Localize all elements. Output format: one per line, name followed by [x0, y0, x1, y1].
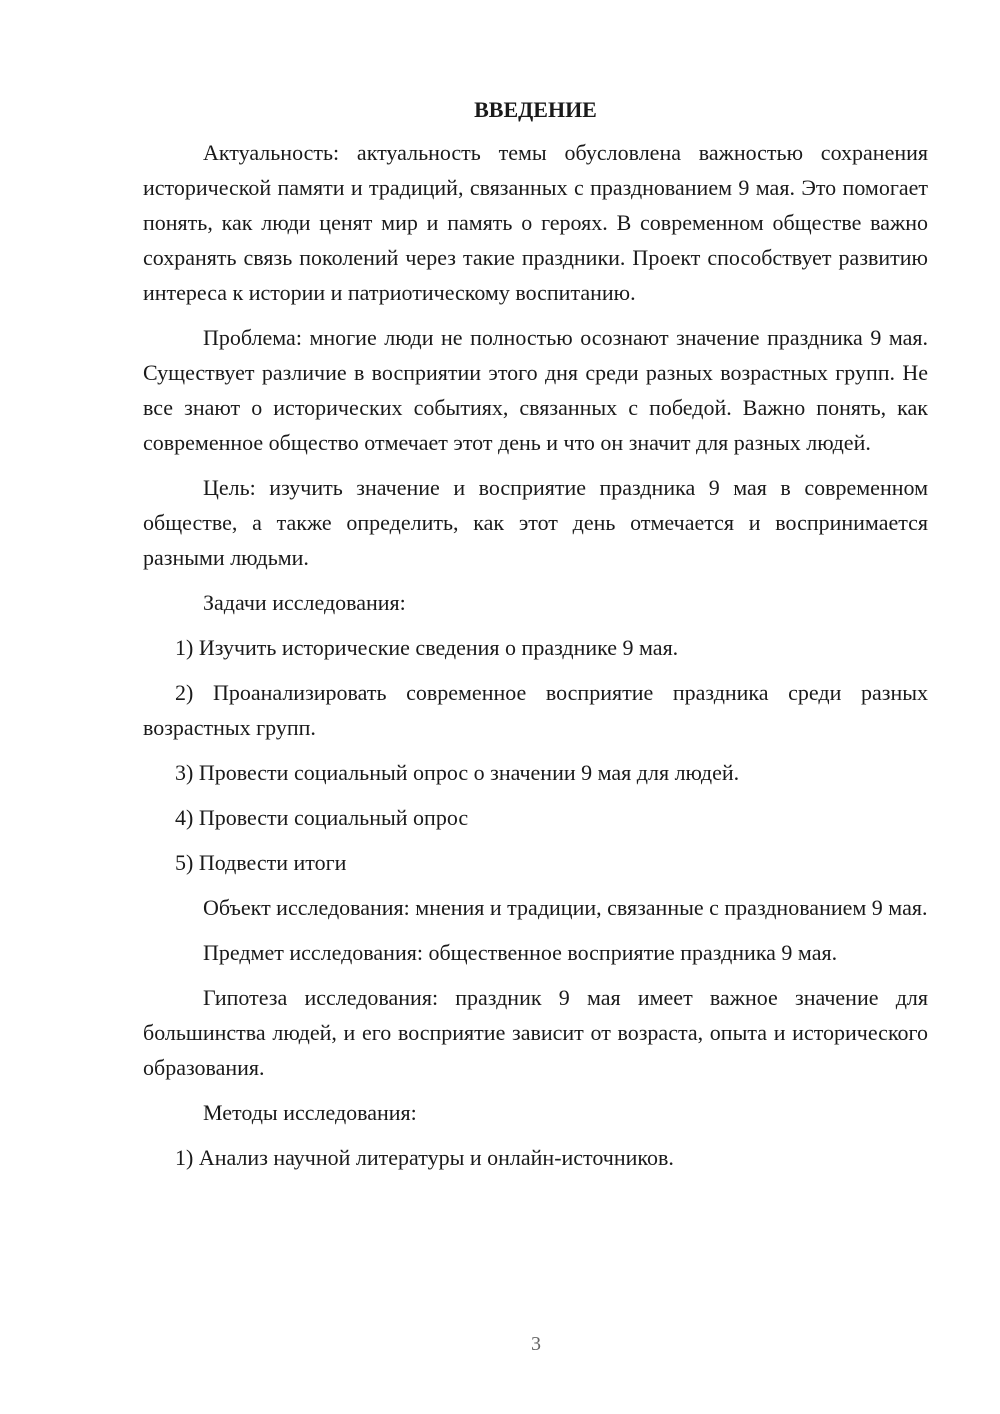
page-number: 3: [531, 1333, 541, 1355]
paragraph-problem: Проблема: многие люди не полностью осознают значение праздника 9 мая. Существует различие в восприятии этого дня среди разных возрастных групп. Не все знают о исторических событиях, связанных с победой. Важно понять, как современное общество отмечает этот день и что он значит для разных людей.: [143, 325, 928, 455]
list-item-method-1: 1) Анализ научной литературы и онлайн-источников.: [175, 1145, 674, 1170]
list-item-task-4: 4) Провести социальный опрос: [175, 805, 469, 830]
paragraph-tasks-heading: Задачи исследования:: [203, 590, 406, 615]
paragraph-goal: Цель: изучить значение и восприятие праздника 9 мая в современном обществе, а также определить, как этот день отмечается и воспринимается разными людьми.: [143, 475, 928, 570]
document-page: [143, 95, 928, 1185]
paragraph-methods-heading: Методы исследования:: [203, 1100, 417, 1125]
paragraph-subject: Предмет исследования: общественное восприятие праздника 9 мая.: [203, 940, 838, 965]
list-item-task-1: 1) Изучить исторические сведения о празднике 9 мая.: [175, 635, 679, 660]
paragraph-hypothesis: Гипотеза исследования: праздник 9 мая имеет важное значение для большинства людей, и его восприятие зависит от возраста, опыта и исторического образования.: [143, 985, 928, 1080]
list-item-task-3: 3) Провести социальный опрос о значении 9 мая для людей.: [175, 760, 740, 785]
paragraph-object: Объект исследования: мнения и традиции, связанные с празднованием 9 мая.: [203, 895, 928, 920]
list-item-task-5: 5) Подвести итоги: [175, 850, 347, 875]
section-title: ВВЕДЕНИЕ: [474, 97, 597, 122]
paragraph-relevance: Актуальность: актуальность темы обусловлена важностью сохранения исторической памяти и традиций, связанных с празднованием 9 мая. Это помогает понять, как люди ценят мир и память о героях. В современном обществе важно сохранять связь поколений через такие праздники. Проект способствует развитию интереса к истории и патриотическому воспитанию.: [143, 140, 928, 305]
list-item-task-2: 2) Проанализировать современное восприятие праздника среди разных возрастных групп.: [143, 680, 928, 740]
